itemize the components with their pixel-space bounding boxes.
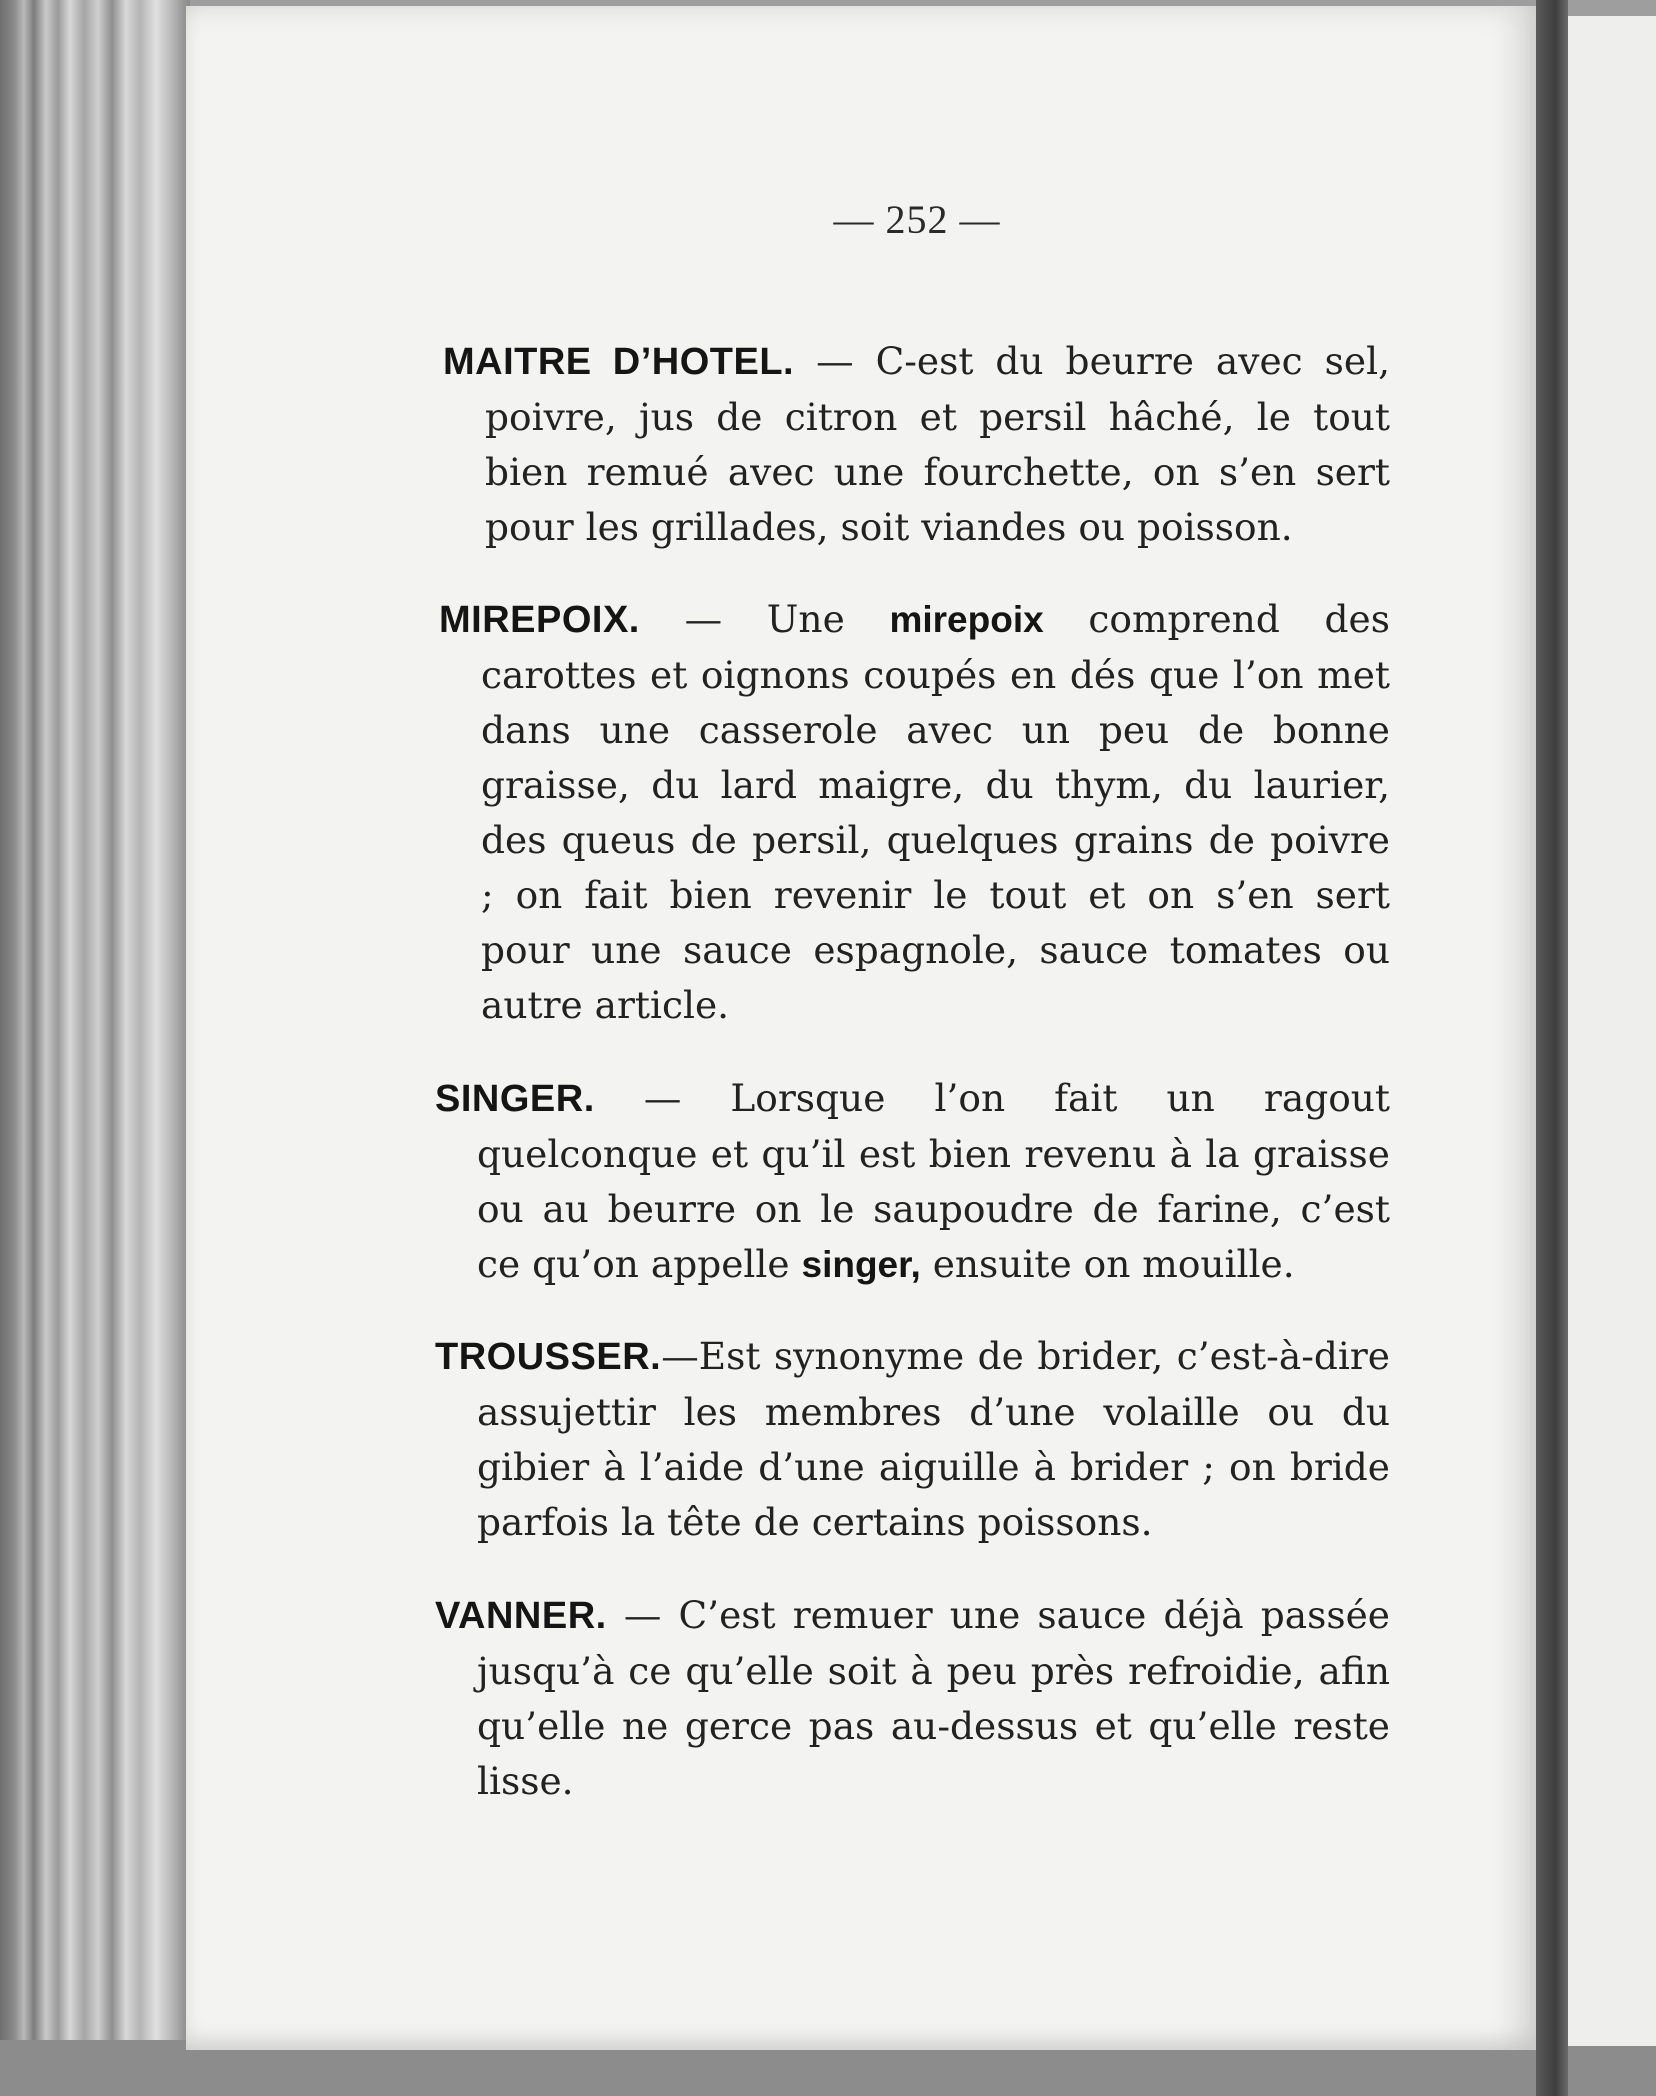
entry-singer	[435, 1071, 1390, 1292]
entry-vanner	[435, 1588, 1390, 1809]
entry-text: —Est synonyme de brider, c’est-à-dire assujettir les membres d’une volaille ou du gibier à l’aide d’une aiguille à brider ; on bride parfois la tête de certains poissons.	[477, 1334, 1390, 1544]
entry-text: comprend des carottes et oignons coupés en dés que l’on met dans une casserole avec un peu de bonne graisse, du lard maigre, du thym, du laurier, des queus de persil, quelques grains de poivre ; on fait bien revenir le tout et on s’en sert pour une sauce espagnole, sauce tomates ou autre article.	[481, 597, 1390, 1027]
book-page-edges	[0, 0, 190, 2096]
entry-text: — C-est du beurre avec sel, poivre, jus de citron et persil hâché, le tout bien remué avec une fourchette, on s’en sert pour les grillades, soit viandes ou poisson.	[485, 338, 1390, 549]
entry-term: MAITRE D’HOTEL.	[443, 340, 795, 383]
book-gutter	[1536, 0, 1568, 2096]
entry-text: — Lorsque l’on fait un ragout quelconque et qu’il est bien revenu à la graisse ou au beurre on le saupoudre de farine, c’est ce qu’on appelle	[477, 1075, 1390, 1286]
entry-mirepoix	[439, 592, 1390, 1033]
next-page-edge	[1568, 16, 1656, 2046]
entry-text: ensuite on mouille.	[920, 1241, 1295, 1286]
entry-keyword: singer,	[801, 1243, 921, 1285]
entry-text: — Une	[639, 597, 890, 641]
page-number: — 252 —	[833, 197, 1001, 242]
entry-term: SINGER.	[435, 1077, 595, 1120]
entry-term: VANNER.	[435, 1594, 607, 1637]
entry-trousser	[435, 1329, 1390, 1550]
entry-text: — C’est remuer une sauce déjà passée jusqu’à ce qu’elle soit à peu près refroidie, afin qu’elle ne gerce pas au-dessus et qu’elle reste lisse.	[477, 1592, 1390, 1803]
entry-term: MIREPOIX.	[439, 599, 640, 641]
entry-term: TROUSSER.	[435, 1336, 662, 1378]
glossary-entries	[435, 296, 1390, 1815]
entry-keyword: mirepoix	[889, 599, 1044, 640]
entry-maitre-dhotel	[443, 334, 1390, 555]
